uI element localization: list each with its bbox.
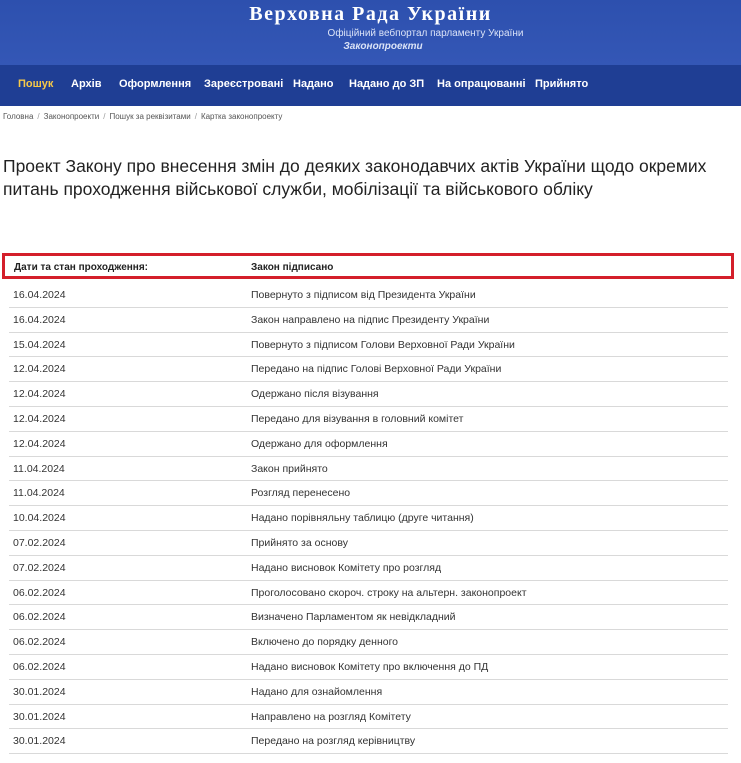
table-row	[9, 382, 728, 407]
row-status: Визначено Парламентом як невідкладний	[251, 611, 456, 624]
row-date: 06.02.2024	[13, 611, 66, 624]
nav-item-formatting[interactable]: Оформлення	[119, 78, 192, 90]
table-row	[9, 531, 728, 556]
table-row	[9, 506, 728, 531]
row-status: Повернуто з підписом Голови Верховної Ради України	[251, 338, 515, 351]
table-header	[2, 253, 734, 279]
table-row	[9, 283, 728, 308]
row-date: 12.04.2024	[13, 412, 66, 425]
row-date: 10.04.2024	[13, 512, 66, 525]
breadcrumb-separator: /	[103, 112, 106, 121]
table-row	[9, 432, 728, 457]
row-status: Одержано після візування	[251, 388, 379, 401]
row-date: 11.04.2024	[13, 462, 65, 475]
nav-item-in-processing[interactable]: На опрацюванні	[437, 78, 526, 90]
row-status: Проголосовано скороч. строку на альтерн. законопроект	[251, 586, 527, 599]
row-date: 06.02.2024	[13, 660, 66, 673]
row-status: Надано висновок Комітету про включення до ПД	[251, 660, 489, 673]
row-status: Одержано для оформлення	[251, 437, 388, 450]
col-header-current-status: Закон підписано	[251, 262, 334, 273]
row-date: 11.04.2024	[13, 487, 65, 500]
breadcrumb-search[interactable]: Пошук за реквізитами	[109, 112, 191, 121]
row-status: Прийнято за основу	[251, 536, 348, 549]
site-header	[0, 0, 741, 65]
main-nav	[0, 65, 741, 106]
row-date: 16.04.2024	[13, 313, 66, 326]
row-date: 12.04.2024	[13, 388, 66, 401]
table-row	[9, 556, 728, 581]
row-date: 30.01.2024	[13, 685, 66, 698]
row-status: Передано для візування в головний комітет	[251, 412, 464, 425]
nav-item-archive[interactable]: Архів	[71, 78, 102, 90]
table-row	[9, 481, 728, 506]
row-status: Передано на розгляд керівництву	[251, 735, 416, 748]
row-status: Закон прийнято	[251, 462, 328, 475]
row-status: Направлено на розгляд Комітету	[251, 710, 411, 723]
nav-item-search[interactable]: Пошук	[18, 78, 54, 90]
nav-item-provided[interactable]: Надано	[293, 78, 334, 90]
row-status: Включено до порядку денного	[251, 636, 399, 649]
row-status: Закон направлено на підпис Президенту України	[251, 313, 490, 326]
row-status: Розгляд перенесено	[251, 487, 351, 500]
breadcrumb-separator: /	[194, 112, 197, 121]
table-row	[9, 407, 728, 432]
table-row	[9, 729, 728, 754]
row-status: Передано на підпис Голові Верховної Ради України	[251, 363, 502, 376]
site-section: Законопроекти	[343, 41, 423, 52]
breadcrumb	[3, 112, 282, 121]
table-row	[9, 581, 728, 606]
table-row	[9, 705, 728, 730]
site-subtitle: Офіційний вебпортал парламенту України	[327, 28, 524, 39]
nav-item-adopted[interactable]: Прийнято	[535, 78, 589, 90]
table-row	[9, 457, 728, 482]
table-row	[9, 655, 728, 680]
table-row	[9, 333, 728, 358]
row-date: 06.02.2024	[13, 636, 66, 649]
row-date: 15.04.2024	[13, 338, 66, 351]
breadcrumb-home[interactable]: Головна	[3, 112, 34, 121]
row-date: 07.02.2024	[13, 536, 66, 549]
breadcrumb-bills[interactable]: Законопроекти	[43, 112, 100, 121]
row-date: 06.02.2024	[13, 586, 66, 599]
row-date: 07.02.2024	[13, 561, 66, 574]
row-date: 12.04.2024	[13, 363, 66, 376]
table-row	[9, 357, 728, 382]
row-date: 30.01.2024	[13, 710, 66, 723]
table-row	[9, 605, 728, 630]
page-title: Проект Закону про внесення змін до деяких законодавчих актів України щодо окремих питань проходження військової служби, мобілізації та військового обліку	[3, 156, 707, 199]
table-body	[0, 283, 741, 754]
table-row	[9, 308, 728, 333]
nav-item-registered[interactable]: Зареєстровані	[204, 78, 284, 90]
row-date: 12.04.2024	[13, 437, 66, 450]
row-status: Надано висновок Комітету про розгляд	[251, 561, 442, 574]
row-status: Надано для ознайомлення	[251, 685, 383, 698]
table-row	[9, 630, 728, 655]
row-status: Надано порівняльну таблицю (друге читання)	[251, 512, 474, 525]
row-date: 30.01.2024	[13, 735, 66, 748]
breadcrumb-separator: /	[37, 112, 40, 121]
site-title[interactable]: Верховна Рада України	[249, 3, 492, 25]
table-row	[9, 680, 728, 705]
nav-item-provided-zp[interactable]: Надано до ЗП	[349, 78, 425, 90]
row-date: 16.04.2024	[13, 289, 66, 301]
col-header-dates: Дати та стан проходження:	[14, 262, 148, 273]
breadcrumb-current: Картка законопроекту	[200, 112, 283, 121]
row-status: Повернуто з підписом від Президента України	[251, 289, 476, 301]
